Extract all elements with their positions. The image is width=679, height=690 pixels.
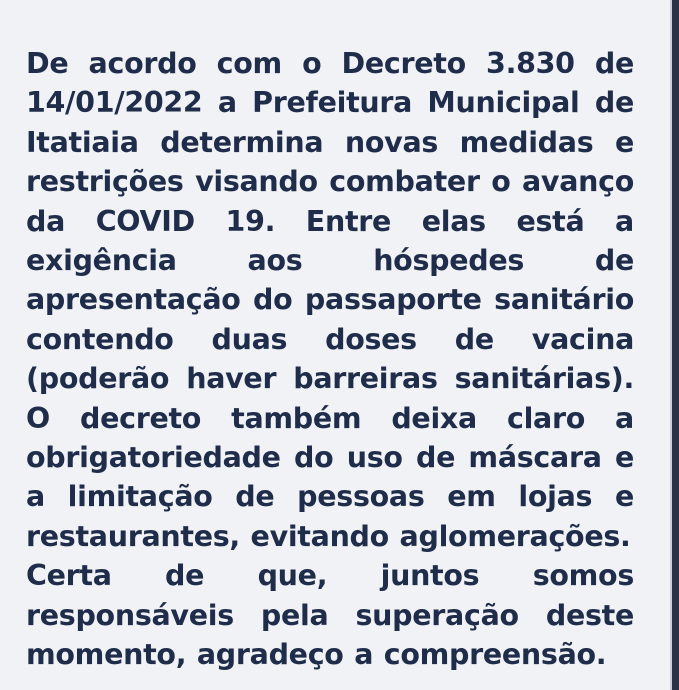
- notice-text-block: [26, 44, 634, 675]
- notice-paragraph-decree: De acordo com o Decreto 3.830 de 14/01/2022 a Prefeitura Municipal de Itatiaia determina novas medidas e restrições visando combater o avanço da COVID 19. Entre elas está a exigência aos hóspedes de apresentação do passaporte sanitário contendo duas doses de vacina (poderão haver barreiras sanitárias). O decreto também deixa claro a obrigatoriedade do uso de máscara e a limitação de pessoas em lojas e restaurantes, evitando aglomerações.: [26, 47, 634, 553]
- right-edge-border: [672, 0, 679, 690]
- notice-paragraph-closing: Certa de que, juntos somos responsáveis pela superação deste momento, agradeço a compreensão.: [26, 559, 634, 672]
